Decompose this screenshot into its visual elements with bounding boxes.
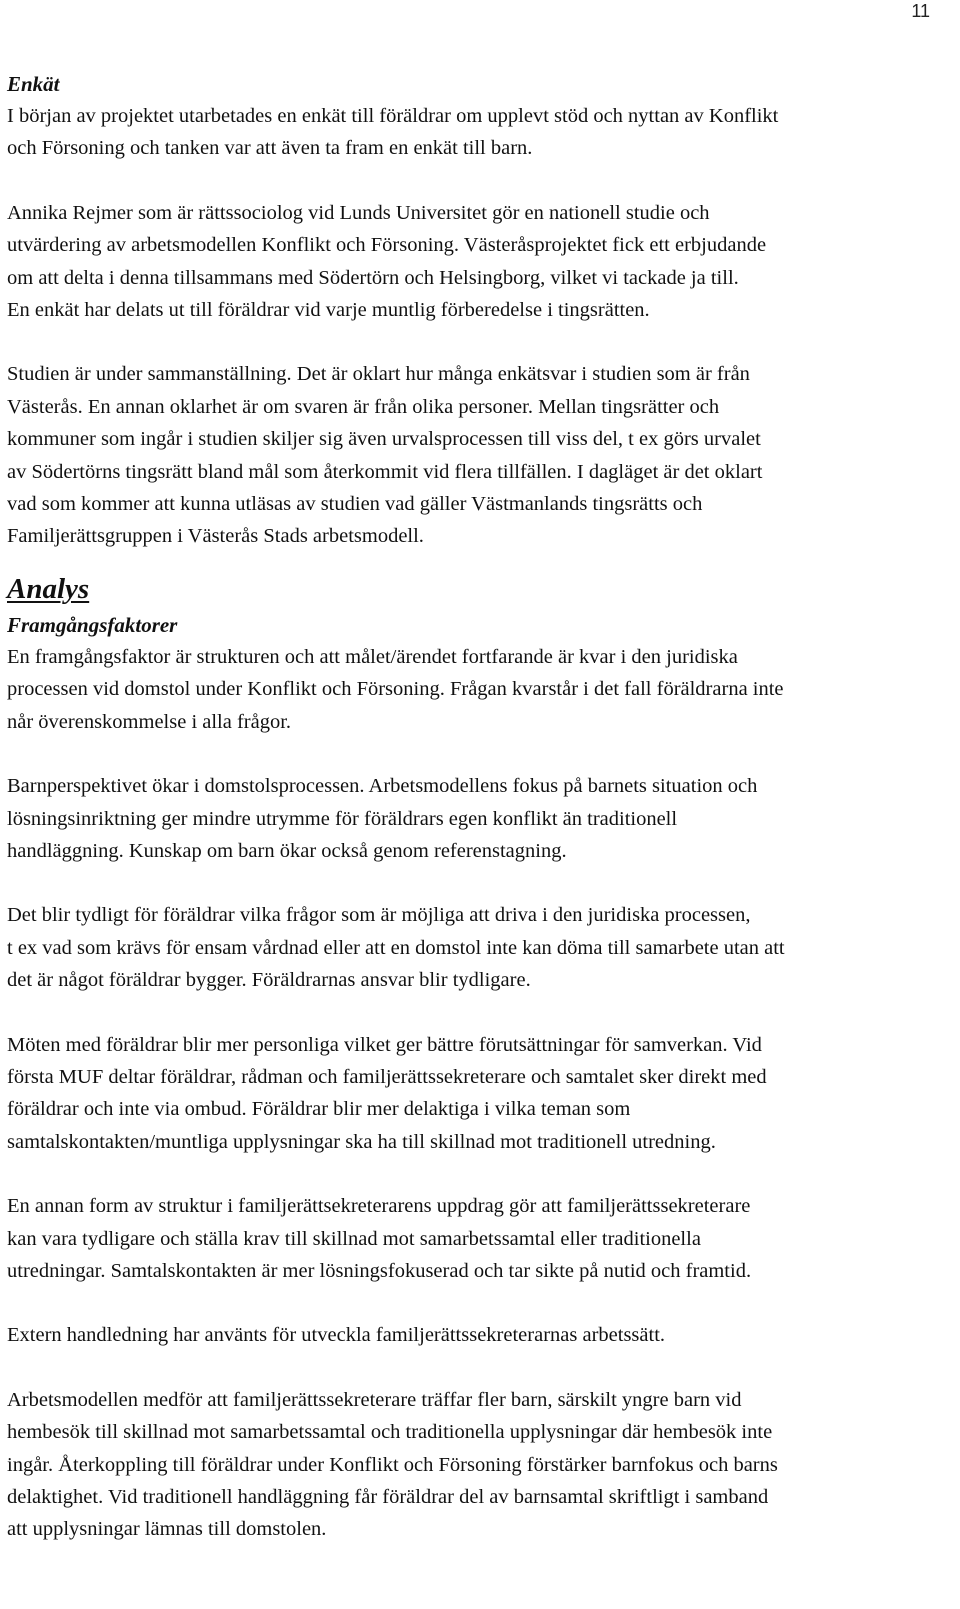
text-line: vad som kommer att kunna utläsas av studien vad gäller Västmanlands tingsrätts och [7, 493, 703, 516]
text-line: En enkät har delats ut till föräldrar vid varje muntlig förberedelse i tingsrätten. [7, 299, 650, 322]
analysis-subheading: Framgångsfaktorer [7, 612, 178, 637]
text-line: kan vara tydligare och ställa krav till skillnad mot samarbetssamtal eller traditionella [7, 1227, 701, 1250]
text-line: av Södertörns tingsrätt bland mål som återkommit vid flera tillfällen. I dagläget är det oklart [7, 460, 763, 483]
text-line: Västerås. En annan oklarhet är om svaren är från olika personer. Mellan tingsrätter och [7, 395, 720, 418]
text-line: om att delta i denna tillsammans med Södertörn och Helsingborg, vilket vi tackade ja till. [7, 266, 739, 289]
text-line: det är något föräldrar bygger. Föräldrarnas ansvar blir tydligare. [7, 969, 531, 992]
analysis-paragraph-1 [7, 641, 947, 738]
text-line: Extern handledning har använts för utveckla familjerättssekreterarnas arbetssätt. [7, 1324, 666, 1347]
text-line: ingår. Återkoppling till föräldrar under Konflikt och Försoning förstärker barnfokus och barns [7, 1453, 778, 1476]
analysis-paragraph-6 [7, 1319, 947, 1351]
text-line: första MUF deltar föräldrar, rådman och familjerättssekreterare och samtalet sker direkt med [7, 1065, 767, 1088]
survey-heading: Enkät [7, 72, 60, 96]
text-line: utredningar. Samtalskontakten är mer lösningsfokuserad och tar sikte på nutid och framtid. [7, 1259, 752, 1282]
text-line: Det blir tydligt för föräldrar vilka frågor som är möjliga att driva i den juridiska processen, [7, 904, 751, 927]
survey-paragraph-1 [7, 100, 947, 165]
text-line: kommuner som ingår i studien skiljer sig även urvalsprocessen till viss del, t ex görs urvalet [7, 428, 761, 451]
analysis-heading: Analys [7, 572, 90, 605]
survey-paragraph-3 [7, 358, 947, 552]
text-line: delaktighet. Vid traditionell handläggning får föräldrar del av barnsamtal skriftligt i samband [7, 1486, 769, 1508]
text-line: Arbetsmodellen medför att familjerättssekreterare träffar fler barn, särskilt yngre barn vid [7, 1388, 742, 1411]
text-line: Annika Rejmer som är rättssociolog vid Lunds Universitet gör en nationell studie och [7, 201, 710, 224]
document-body [7, 68, 947, 1546]
analysis-paragraph-4 [7, 1029, 947, 1159]
text-line: processen vid domstol under Konflikt och Försoning. Frågan kvarstår i det fall föräldrarna inte [7, 678, 784, 701]
page-number: 11 [911, 1, 930, 21]
text-line: Möten med föräldrar blir mer personliga vilket ger bättre förutsättningar för samverkan. Vid [7, 1033, 762, 1056]
analysis-paragraph-3 [7, 899, 947, 996]
text-line: handläggning. Kunskap om barn ökar också genom referenstagning. [7, 839, 567, 862]
text-line: t ex vad som krävs för ensam vårdnad eller att en domstol inte kan döma till samarbete utan att [7, 936, 785, 959]
analysis-paragraph-2 [7, 770, 947, 867]
text-line: Studien är under sammanställning. Det är oklart hur många enkätsvar i studien som är från [7, 363, 750, 386]
text-line: når överenskommelse i alla frågor. [7, 710, 292, 733]
analysis-paragraph-5 [7, 1190, 947, 1287]
text-line: utvärdering av arbetsmodellen Konflikt och Försoning. Västeråsprojektet fick ett erbjudande [7, 234, 767, 257]
text-line: att upplysningar lämnas till domstolen. [7, 1518, 327, 1541]
survey-paragraph-2 [7, 197, 947, 327]
text-line: I början av projektet utarbetades en enkät till föräldrar om upplevt stöd och nyttan av Konflikt [7, 105, 779, 127]
analysis-paragraph-7 [7, 1384, 947, 1546]
text-line: och Försoning och tanken var att även ta fram en enkät till barn. [7, 137, 533, 160]
text-line: hembesök till skillnad mot samarbetssamtal och traditionella upplysningar där hembesök inte [7, 1421, 773, 1444]
text-line: Barnperspektivet ökar i domstolsprocessen. Arbetsmodellens fokus på barnets situation och [7, 775, 758, 798]
text-line: samtalskontakten/muntliga upplysningar ska ha till skillnad mot traditionell utredning. [7, 1130, 716, 1153]
text-line: En annan form av struktur i familjerättsekreterarens uppdrag gör att familjerättssekreterare [7, 1195, 751, 1218]
text-line: Familjerättsgruppen i Västerås Stads arbetsmodell. [7, 525, 424, 548]
text-line: lösningsinriktning ger mindre utrymme för föräldrars egen konflikt än traditionell [7, 807, 678, 830]
text-line: föräldrar och inte via ombud. Föräldrar blir mer delaktiga i vilka teman som [7, 1098, 631, 1121]
text-line: En framgångsfaktor är strukturen och att målet/ärendet fortfarande är kvar i den juridiska [7, 645, 738, 668]
